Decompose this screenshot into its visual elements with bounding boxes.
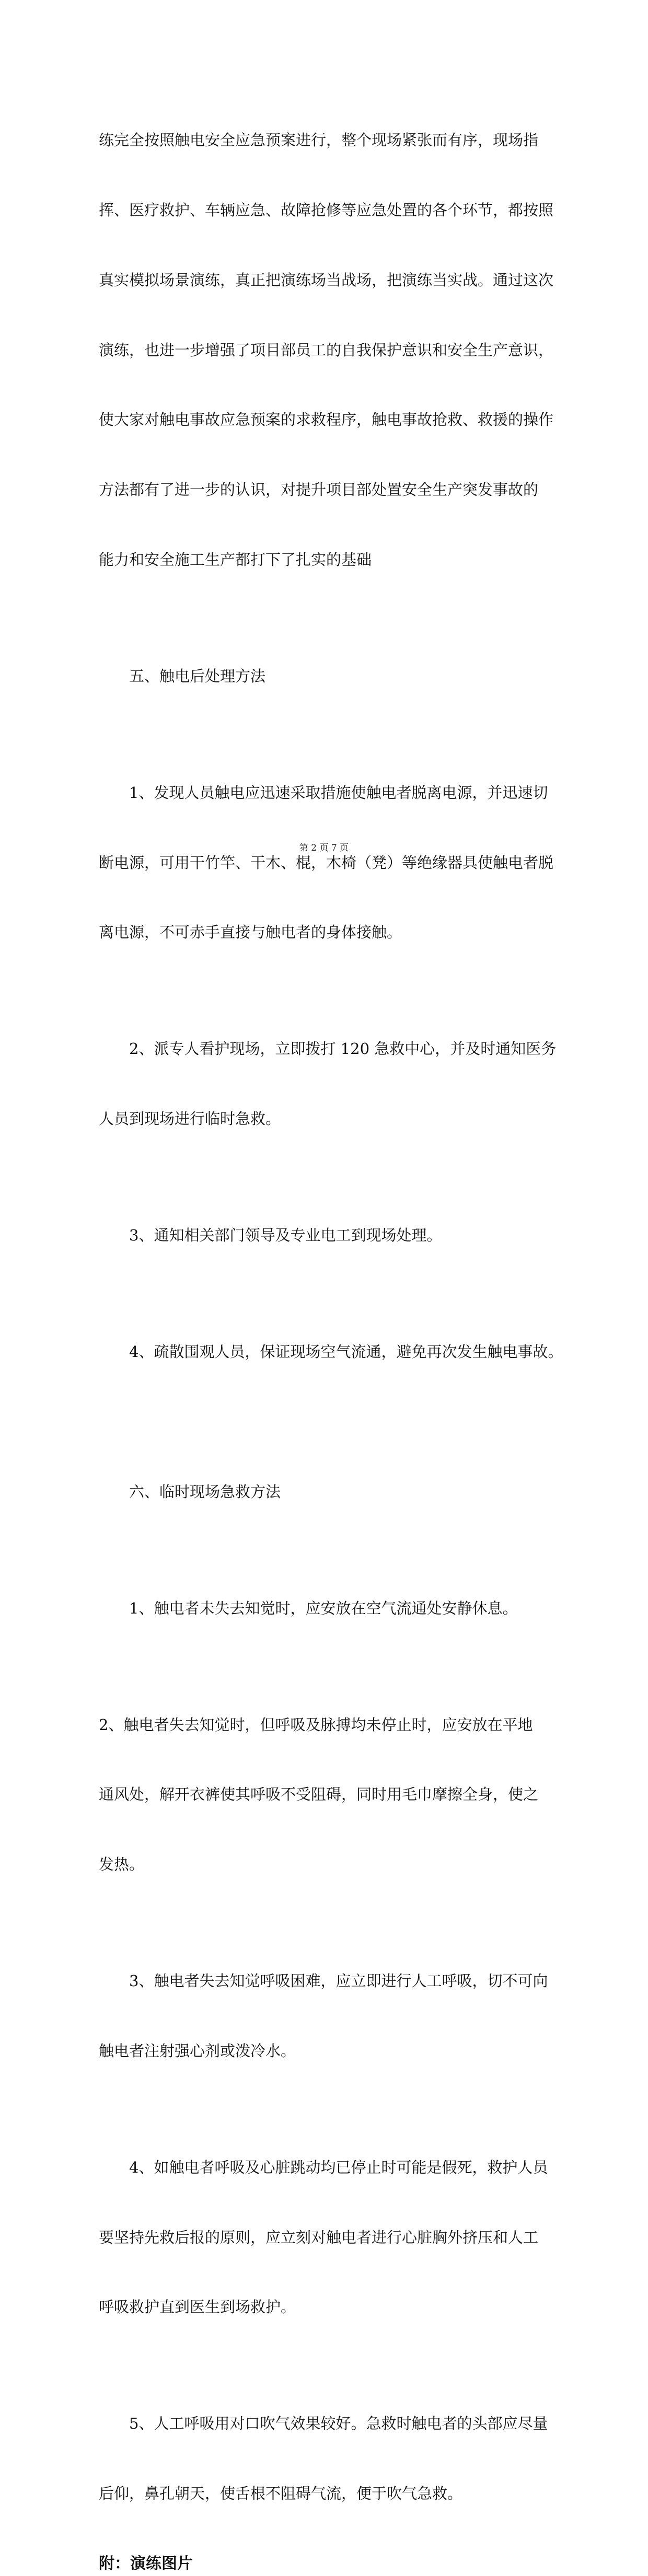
list-item-5-2 — [99, 991, 557, 1177]
text-line: 4、如触电者呼吸及心脏跳动均已停止时可能是假死，救护人员 — [99, 2158, 548, 2176]
list-item-5-4 — [99, 1294, 563, 1410]
section-heading-5 — [99, 618, 553, 735]
text-line: 练完全按照触电安全应急预案进行，整个现场紧张而有序，现场指 — [99, 131, 539, 149]
section-title: 五、触电后处理方法 — [99, 667, 266, 685]
text-line: 要坚持先救后报的原则，应立刻对触电者进行心脏胸外挤压和人工 — [99, 2228, 539, 2246]
text-line: 演练，也进一步增强了项目部员工的自我保护意识和安全生产意识， — [99, 341, 554, 359]
text-line: 呼吸救护直到医生到场救护。 — [99, 2298, 296, 2316]
text-line: 使大家对触电事故应急预案的求救程序，触电事故抢救、救援的操作 — [99, 411, 554, 429]
text-line: 断电源，可用干竹竿、干木、棍，木椅（凳）等绝缘器具使触电者脱 — [99, 853, 554, 872]
list-item-5-1 — [99, 735, 553, 991]
list-item-6-4 — [99, 2109, 553, 2366]
text-line: 离电源，不可赤手直接与触电者的身体接触。 — [99, 923, 402, 942]
text-line: 挥、医疗救护、车辆应急、故障抢修等应急处置的各个环节，都按照 — [99, 201, 554, 219]
list-item-6-2 — [99, 1666, 553, 1923]
list-item-6-5 — [99, 2365, 553, 2552]
text-line: 1、发现人员触电应迅速采取措施使触电者脱离电源，并迅速切 — [99, 783, 548, 802]
text-line: 人员到现场进行临时急救。 — [99, 1110, 281, 1128]
list-item-6-1 — [99, 1550, 553, 1666]
text-line: 1、触电者未失去知觉时，应安放在空气流通处安静休息。 — [99, 1599, 518, 1617]
text-line: 2、派专人看护现场，立即拨打 120 急救中心，并及时通知医务 — [99, 1040, 557, 1058]
appendix-heading: 附：演练图片 — [99, 2554, 193, 2573]
text-line: 2、触电者失去知觉时，但呼吸及脉搏均未停止时，应安放在平地 — [99, 1715, 533, 1734]
text-line: 真实模拟场景演练，真正把演练场当战场，把演练当实战。通过这次 — [99, 271, 554, 289]
text-line: 触电者注射强心剂或泼冷水。 — [99, 2041, 296, 2060]
text-line: 后仰，鼻孔朝天，使舌根不阻碍气流，便于吹气急救。 — [99, 2485, 463, 2503]
text-line: 通风处，解开衣裤使其呼吸不受阻碍，同时用毛巾摩擦全身，使之 — [99, 1785, 539, 1804]
page-number: 第 2 页 7 页 — [299, 843, 349, 853]
blank-line — [99, 1410, 553, 1434]
text-line: 能力和安全施工生产都打下了扎实的基础 — [99, 550, 372, 568]
document-body — [99, 82, 563, 2576]
text-line: 5、人工呼吸用对口吹气效果较好。急救时触电者的头部应尽量 — [99, 2415, 548, 2433]
page-footer — [0, 840, 648, 853]
list-item-6-3 — [99, 1923, 553, 2109]
paragraph-drill-summary — [99, 82, 553, 618]
text-line: 4、疏散围观人员，保证现场空气流通，避免再次发生触电事故。 — [99, 1343, 563, 1361]
text-line: 发热。 — [99, 1855, 145, 1874]
list-item-5-3 — [99, 1177, 553, 1294]
section-title: 六、临时现场急救方法 — [99, 1482, 281, 1501]
section-heading-6 — [99, 1433, 553, 1550]
text-line: 3、触电者失去知觉呼吸困难，应立即进行人工呼吸，切不可向 — [99, 1972, 548, 1990]
text-line: 方法都有了进一步的认识，对提升项目部处置安全生产突发事故的 — [99, 481, 539, 499]
text-line: 3、通知相关部门领导及专业电工到现场处理。 — [99, 1226, 442, 1245]
